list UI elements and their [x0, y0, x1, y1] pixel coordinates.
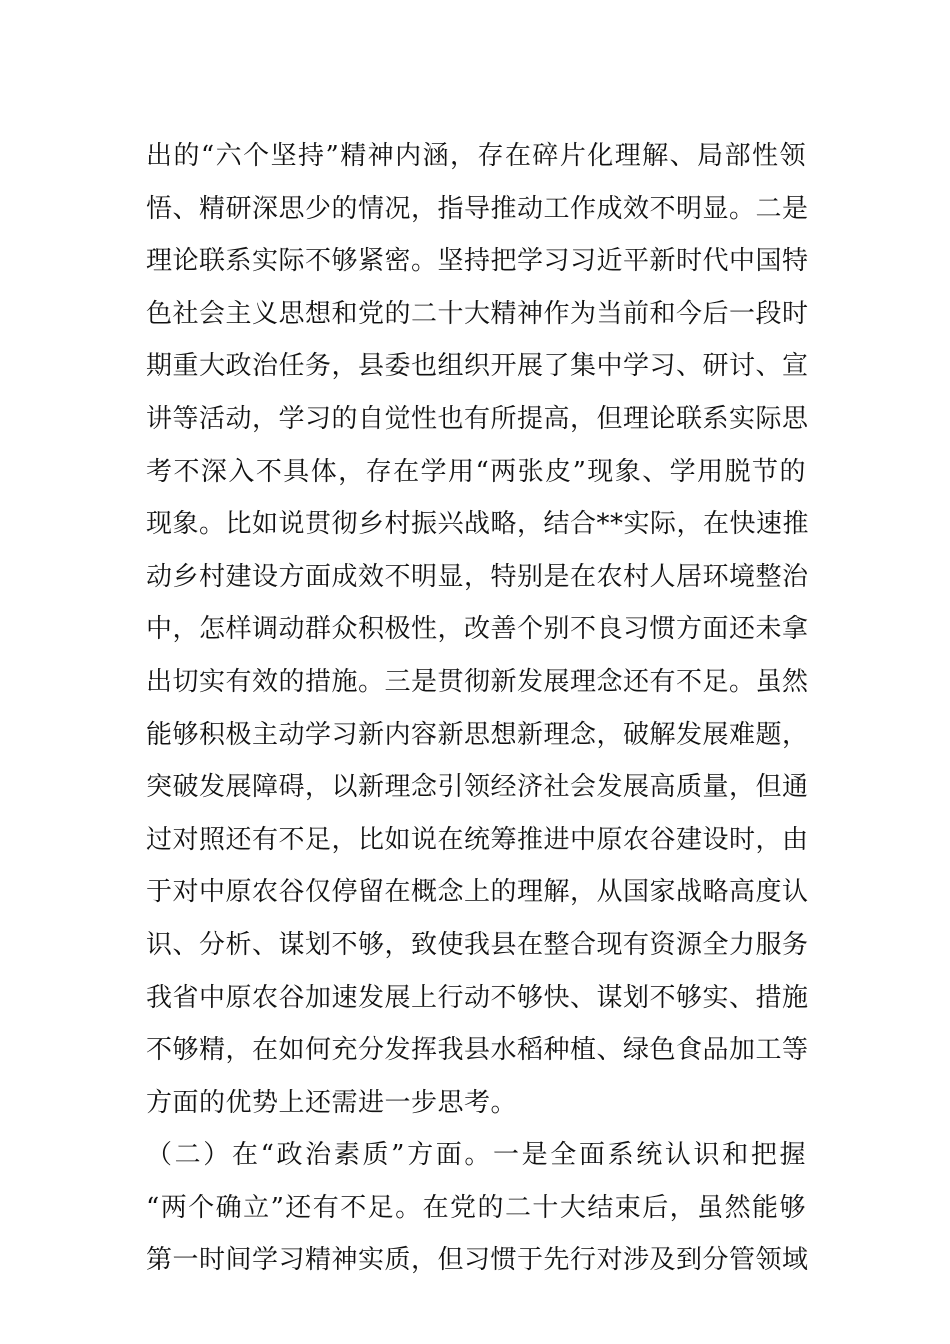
text-line: 中，怎样调动群众积极性，改善个别不良习惯方面还未拿 [146, 614, 809, 645]
text-line: 动乡村建设方面成效不明显，特别是在农村人居环境整治 [146, 561, 809, 592]
text-line: 现象。比如说贯彻乡村振兴战略，结合**实际，在快速推 [146, 509, 810, 540]
text-line: 不够精，在如何充分发挥我县水稻种植、绿色食品加工等 [146, 1035, 809, 1066]
text-line: 我省中原农谷加速发展上行动不够快、谋划不够实、措施 [146, 982, 809, 1013]
text-line: 出切实有效的措施。三是贯彻新发展理念还有不足。虽然 [146, 666, 809, 697]
text-line: 考不深入不具体，存在学用“两张皮”现象、学用脱节的 [146, 456, 806, 487]
text-line: 突破发展障碍，以新理念引领经济社会发展高质量，但通 [146, 772, 809, 803]
text-line: 能够积极主动学习新内容新思想新理念，破解发展难题， [146, 719, 809, 750]
text-line: 期重大政治任务，县委也组织开展了集中学习、研讨、宣 [146, 351, 809, 382]
paragraph-end-line: 方面的优势上还需进一步思考。 [146, 1087, 518, 1118]
text-line: 出的“六个坚持”精神内涵，存在碎片化理解、局部性领 [146, 141, 806, 171]
text-line: 过对照还有不足，比如说在统筹推进中原农谷建设时，由 [146, 824, 809, 855]
text-line: 理论联系实际不够紧密。坚持把学习习近平新时代中国特 [146, 246, 809, 277]
text-line: 讲等活动，学习的自觉性也有所提高，但理论联系实际思 [146, 403, 809, 434]
text-line: 色社会主义思想和党的二十大精神作为当前和今后一段时 [146, 298, 809, 329]
text-line: “两个确立”还有不足。在党的二十大结束后，虽然能够 [146, 1192, 806, 1223]
text-line: 识、分析、谋划不够，致使我县在整合现有资源全力服务 [146, 929, 809, 960]
text-line: 悟、精研深思少的情况，指导推动工作成效不明显。二是 [146, 193, 809, 224]
text-line: 于对中原农谷仅停留在概念上的理解，从国家战略高度认 [146, 877, 809, 908]
body-text [146, 130, 810, 1287]
text-line: 第一时间学习精神实质，但习惯于先行对涉及到分管领域 [146, 1245, 809, 1276]
section-heading-line: （二）在“政治素质”方面。一是全面系统认识和把握 [146, 1140, 806, 1171]
